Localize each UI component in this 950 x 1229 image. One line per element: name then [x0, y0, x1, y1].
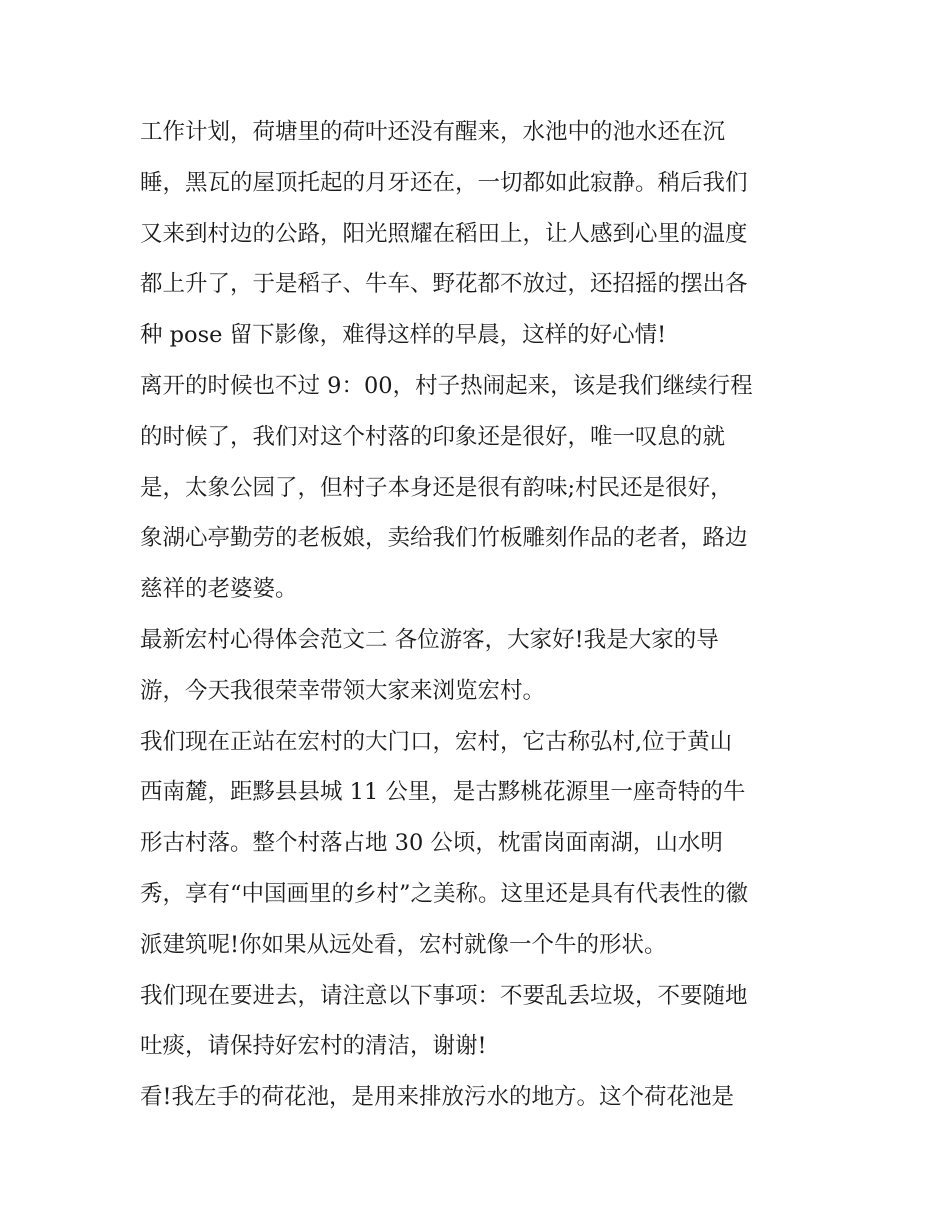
- text-line: 都上升了，于是稻子、牛车、野花都不放过，还招摇的摆出各: [140, 271, 748, 298]
- text-line: 我们现在要进去，请注意以下事项：不要乱丢垃圾，不要随地: [140, 982, 748, 1009]
- text-line: 看!我左手的荷花池，是用来排放污水的地方。这个荷花池是: [140, 1084, 735, 1111]
- text-line: 象湖心亭勤劳的老板娘，卖给我们竹板雕刻作品的老者，路边: [140, 525, 748, 552]
- text-line: 睡，黑瓦的屋顶托起的月牙还在，一切都如此寂静。稍后我们: [140, 169, 748, 196]
- text-line: 派建筑呢!你如果从远处看，宏村就像一个牛的形状。: [140, 931, 667, 958]
- text-line: 工作计划，荷塘里的荷叶还没有醒来，水池中的池水还在沉: [140, 119, 726, 145]
- text-line: 的时候了，我们对这个村落的印象还是很好，唯一叹息的就: [140, 423, 726, 450]
- text-line: 游，今天我很荣幸带领大家来浏览宏村。: [140, 677, 546, 704]
- text-line: 秀，享有“中国画里的乡村”之美称。这里还是具有代表性的徽: [140, 880, 749, 907]
- text-line: 形古村落。整个村落占地 30 公顷，枕雷岗面南湖，山水明: [140, 830, 723, 857]
- text-line: 我们现在正站在宏村的大门口，宏村，它古称弘村,位于黄山: [140, 728, 733, 755]
- document-body: [140, 107, 820, 1123]
- text-line: 最新宏村心得体会范文二 各位游客，大家好!我是大家的导: [140, 626, 719, 653]
- text-line: 又来到村边的公路，阳光照耀在稻田上，让人感到心里的温度: [140, 220, 748, 247]
- text-line: 种 pose 留下影像，难得这样的早晨，这样的好心情!: [140, 322, 667, 349]
- text-line: 是，太象公园了，但村子本身还是很有韵味;村民还是很好，: [140, 474, 733, 501]
- text-line: 慈祥的老婆婆。: [140, 576, 298, 603]
- text-line: 西南麓，距黟县县城 11 公里，是古黟桃花源里一座奇特的牛: [140, 779, 746, 806]
- text-line: 吐痰，请保持好宏村的清洁，谢谢!: [140, 1033, 487, 1060]
- text-line: 离开的时候也不过 9：00，村子热闹起来，该是我们继续行程: [140, 372, 753, 399]
